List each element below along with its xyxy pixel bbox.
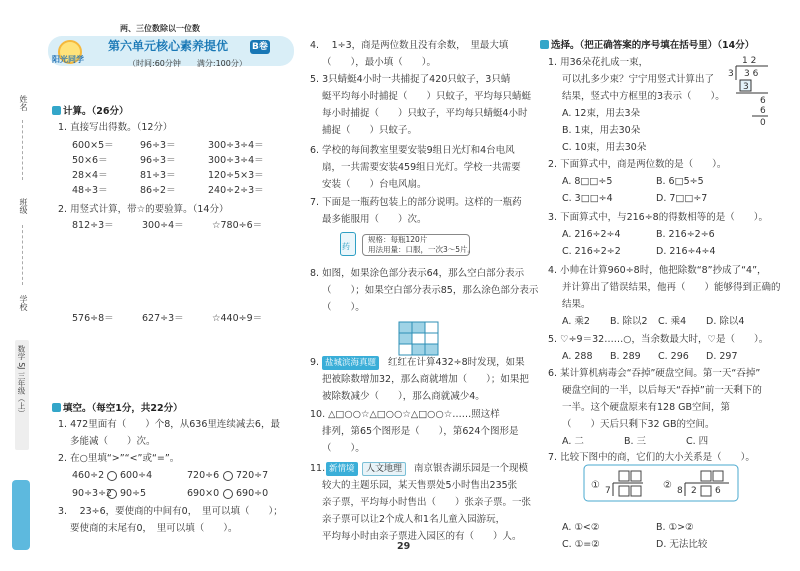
mid-q5-line: 蜓平均每小时捕捉（ ）只蚊子，平均每只蜻蜓 — [322, 91, 532, 102]
q7-left-label: ① — [591, 480, 600, 491]
q7-figure — [583, 464, 739, 502]
mid-q7-line: 最多能服用（ ）次。 — [322, 214, 427, 225]
choice-q3-opt: C. 216÷2÷2 — [562, 246, 621, 257]
q7-right-digit2: 6 — [715, 486, 721, 496]
fill-q3a: 3. 23÷6，要使商的中间有0， 里可以填（ ）； — [58, 506, 283, 517]
choice-q3-opt: A. 216÷2÷4 — [562, 229, 621, 240]
choice-q4-opt: D. 除以4 — [706, 316, 745, 327]
q11-number: 11. — [310, 463, 326, 474]
ld-step1: 3 — [743, 82, 749, 92]
mid-q8-line: （ ）；如果空白部分表示85，那么涂色部分表示 — [322, 285, 539, 296]
choice-q6-line: 6. 某计算机病毒会“吞掉”硬盘空间。第一天“吞掉” — [548, 368, 761, 379]
calc-item: 96÷3＝ — [140, 140, 176, 151]
choice-q4-line: 4. 小帅在计算960÷8时，他把除数“8”抄成了“4”， — [548, 265, 767, 276]
calc-item: 96÷3＝ — [140, 155, 176, 166]
mid-q6-line: 6. 学校的每间教室里要安装9组日光灯和4台电风 — [310, 145, 515, 156]
choice-q6-opt: C. 四 — [686, 436, 709, 447]
ld-step3: 6 — [760, 106, 766, 116]
calc-item: 300÷3÷4＝ — [208, 155, 264, 166]
section-fill-title: 填空。（每空1分，共22分） — [52, 403, 183, 415]
calc-item: 50×6＝ — [72, 155, 108, 166]
q7-right-box-d — [701, 486, 711, 496]
shaded-cell — [412, 322, 425, 333]
long-division-figure — [722, 54, 770, 126]
header-topic: 两、三位数除以一位数 — [120, 24, 200, 33]
blank-cell — [412, 333, 425, 344]
fill-q1a: 1. 472里面有（ ）个8，从636里连续减去6，最 — [58, 419, 280, 430]
spec-1: 规格：每瓶120片 — [368, 235, 428, 244]
choice-q5-opt: B. 289 — [610, 351, 641, 362]
q7-right-digit1: 2 — [691, 486, 697, 496]
compare-circle[interactable] — [223, 489, 233, 499]
choice-q5-opt: A. 288 — [562, 351, 593, 362]
mid-q8-line: 8. 如图，如果涂色部分表示64，那么空白部分表示 — [310, 268, 525, 279]
fill-q1b: 多能减（ ）次。 — [70, 436, 156, 447]
mid-q5-line: 每小时捕捉（ ）只蚊子，平均每只蜻蜓4小时 — [322, 108, 528, 119]
edition-label: 数学 SJ 三年级（上） — [17, 345, 26, 417]
q7-right-label: ② — [663, 480, 672, 491]
vertical-item: ☆440÷9＝ — [212, 313, 263, 324]
class-label: 班级 — [19, 198, 28, 214]
choice-q6-opt: A. 二 — [562, 436, 584, 447]
mid-q11-line: 亲子票，平均每小时售出（ ）张亲子票。一张 — [322, 497, 532, 508]
medicine-card — [340, 232, 476, 258]
choice-q7-opt: C. ①=② — [562, 539, 600, 550]
q9-source-tag: 盐城滨海真题 — [322, 356, 379, 370]
mid-q4b: （ ），最小填（ ）。 — [322, 57, 437, 68]
q11-tag-context: 新情境 — [326, 462, 358, 476]
ld-remainder: 0 — [760, 118, 766, 126]
mid-q11-line: 较大的主题乐园，某天售票处5小时售出235张 — [322, 480, 518, 491]
vertical-item: 300÷4＝ — [142, 220, 184, 231]
choice-q3-opt: B. 216÷2÷6 — [656, 229, 715, 240]
shaded-grid-figure — [398, 321, 442, 357]
choice-q1-line: 1. 用36朵花扎成一束， — [548, 57, 649, 68]
compare-right: 90÷5 — [120, 488, 147, 499]
choice-q4-line: 并计算出了错误结果，他再（ ）能够得到正确的 — [562, 282, 781, 293]
medicine-bottle-icon: 药 — [340, 232, 356, 256]
section-calc-title: 计算。（26分） — [52, 106, 128, 118]
mid-q9-line: 把被除数增加32，那么商就增加（ ）；如果把 — [322, 374, 529, 385]
choice-q7-opt: D. 无法比较 — [656, 539, 708, 550]
blank-cell — [425, 333, 438, 344]
binding-strip — [0, 0, 42, 571]
choice-q3-opt: D. 216÷4÷4 — [656, 246, 716, 257]
q7-left-box-q2 — [631, 471, 641, 481]
choice-q2-opt: A. 8□□÷5 — [562, 176, 613, 187]
calc-item: 240÷2÷3＝ — [208, 185, 264, 196]
calc-item: 600×5＝ — [72, 140, 114, 151]
choice-q1-opt: A. 12束，用去3朵 — [562, 108, 641, 119]
choice-q1-line: 结果，竖式中方框里的3表示（ ）。 — [562, 91, 725, 102]
q11-tag-topic: 人文地理 — [362, 462, 406, 476]
mid-q5-line: 捕捉（ ）只蚊子。 — [322, 125, 418, 136]
choice-q6-line: （ ）天后只剩下32 GB的空间。 — [562, 419, 715, 430]
q7-left-box-q1 — [619, 471, 629, 481]
ld-divisor: 3 — [728, 69, 734, 79]
time-info: （时间:60分钟 满分:100分） — [128, 59, 247, 68]
choice-q1-opt: C. 10束，用去30朵 — [562, 142, 647, 153]
mid-q7-line: 7. 下面是一瓶药包装上的部分说明。这样的一瓶药 — [310, 197, 522, 208]
compare-circle[interactable] — [107, 489, 117, 499]
q9-number: 9. — [310, 357, 320, 368]
shaded-cell — [425, 344, 438, 355]
compare-left: 720÷6 — [187, 470, 220, 481]
mid-q4a: 4. 1÷3，商是两位数且没有余数， 里最大填 — [310, 40, 509, 51]
q7-left-box-d2 — [631, 486, 641, 496]
logo-text: 阳光同学 — [52, 55, 84, 64]
compare-right: 600÷4 — [120, 470, 153, 481]
choice-q7-opt: A. ①<② — [562, 522, 600, 533]
vertical-item: 812÷3＝ — [72, 220, 114, 231]
q7-right-divisor: 8 — [677, 486, 683, 496]
compare-circle[interactable] — [223, 471, 233, 481]
version-badge: B卷 — [250, 40, 270, 54]
section-icon — [52, 106, 61, 115]
choice-q6-line: 硬盘空间的一半，以后每天“吞掉”前一天剩下的 — [562, 385, 762, 396]
calc-item: 300÷3÷4＝ — [208, 140, 264, 151]
choice-q7-opt: B. ①>② — [656, 522, 694, 533]
q7-left-divisor: 7 — [605, 486, 611, 496]
mid-q10-line: 10. △□○○☆△□○○☆△□○○☆……照这样 — [310, 409, 500, 420]
calc-item: 81÷3＝ — [140, 170, 176, 181]
mid-q11-line: 南京银杏湖乐园是一个现模 — [414, 463, 529, 474]
name-label: 姓名 — [19, 95, 28, 111]
mid-q9-line: 被除数减少（ ），那么商就减少4。 — [322, 391, 485, 402]
unit-title: 第六单元核心素养提优 — [108, 39, 229, 53]
calc-item: 86÷2＝ — [140, 185, 176, 196]
compare-left: 90÷3÷2 — [72, 488, 113, 499]
q7-right-box-q2 — [713, 471, 723, 481]
mid-q6-line: 扇，一共需要安装459组日光灯。学校一共需要 — [322, 162, 521, 173]
choice-q2-opt: D. 7□□÷7 — [656, 193, 708, 204]
school-label: 学校 — [19, 295, 28, 311]
blank-cell — [425, 322, 438, 333]
choice-q2: 2. 下面算式中，商是两位数的是（ ）。 — [548, 159, 727, 170]
choice-q5-opt: C. 296 — [658, 351, 689, 362]
fill-q3b: 要使商的末尾有0， 里可以填（ ）。 — [70, 523, 238, 534]
ld-quotient: 1 2 — [742, 56, 757, 66]
ld-step2: 6 — [760, 96, 766, 106]
choice-q4-line: 结果。 — [562, 299, 591, 310]
choice-q3: 3. 下面算式中，与216÷8的得数相等的是（ ）。 — [548, 212, 768, 223]
vertical-item: ☆780÷6＝ — [212, 220, 263, 231]
choice-q4-opt: A. 乘2 — [562, 316, 590, 327]
mid-q5-line: 5. 3只蜻蜓4小时一共捕捉了420只蚊子，3只蜻 — [310, 74, 511, 85]
mid-q10-line: （ ）。 — [322, 443, 365, 454]
brand-logo — [12, 480, 30, 550]
section-choice-title: 选择。（把正确答案的序号填在括号里）（14分） — [540, 40, 754, 52]
shaded-cell — [412, 344, 425, 355]
compare-right: 690÷0 — [236, 488, 269, 499]
blank-cell — [399, 344, 412, 355]
choice-q6-opt: B. 三 — [624, 436, 647, 447]
vertical-item: 627÷3＝ — [142, 313, 184, 324]
mid-q10-line: 排列，第65个图形是（ ），第624个图形是 — [322, 426, 519, 437]
vertical-item: 576÷8＝ — [72, 313, 114, 324]
choice-q1-line: 可以扎多少束？宁宁用竖式计算出了 — [562, 74, 715, 85]
compare-left: 460÷2 — [72, 470, 105, 481]
spec-2: 用法用量：口服，一次3～5片。 — [368, 245, 476, 254]
choice-q1-opt: B. 1束，用去30朵 — [562, 125, 641, 136]
choice-q4-opt: B. 除以2 — [610, 316, 648, 327]
mid-q6-line: 安装（ ）台电风扇。 — [322, 179, 427, 190]
compare-circle[interactable] — [107, 471, 117, 481]
mid-q11-line: 平均每小时由亲子票进入园区的有（ ）人。 — [322, 531, 522, 542]
choice-q4-opt: C. 乘4 — [658, 316, 687, 327]
ld-dividend: 3 6 — [744, 69, 759, 79]
q2-vertical: 2. 用竖式计算，带☆的要验算。（14分） — [58, 204, 229, 215]
calc-item: 28×4＝ — [72, 170, 108, 181]
compare-left: 690×0 — [187, 488, 220, 499]
page-number: 29 — [397, 541, 411, 552]
choice-q7: 7. 比较下图中的商，它们的大小关系是（ ）。 — [548, 452, 755, 463]
section-icon — [52, 403, 61, 412]
q7-right-box-q1 — [701, 471, 711, 481]
mid-q11-line: 亲子票可以让2个成人和1名儿童入园游玩， — [322, 514, 506, 525]
sun-logo — [52, 38, 100, 66]
section-icon — [540, 40, 549, 49]
calc-item: 48÷3＝ — [72, 185, 108, 196]
choice-q5: 5. ♡÷9＝32……○，当余数最大时，♡是（ ）。 — [548, 334, 769, 345]
fill-q2: 2. 在○里填“>”“<”或“=”。 — [58, 453, 180, 464]
calc-item: 120÷5×3＝ — [208, 170, 264, 181]
choice-q2-opt: C. 3□□÷4 — [562, 193, 613, 204]
q1-direct: 1. 直接写出得数。（12分） — [58, 122, 173, 133]
shaded-cell — [399, 333, 412, 344]
compare-right: 720÷7 — [236, 470, 269, 481]
q7-left-box-d1 — [619, 486, 629, 496]
choice-q5-opt: D. 297 — [706, 351, 738, 362]
mid-q8-line: （ ）。 — [322, 302, 365, 313]
choice-q6-line: 一半。这个硬盘原来有128 GB空间，第 — [562, 402, 731, 413]
shaded-cell — [399, 322, 412, 333]
mid-q9-line: 红红在计算432÷8时发现，如果 — [388, 357, 525, 368]
choice-q2-opt: B. 6□5÷5 — [656, 176, 704, 187]
